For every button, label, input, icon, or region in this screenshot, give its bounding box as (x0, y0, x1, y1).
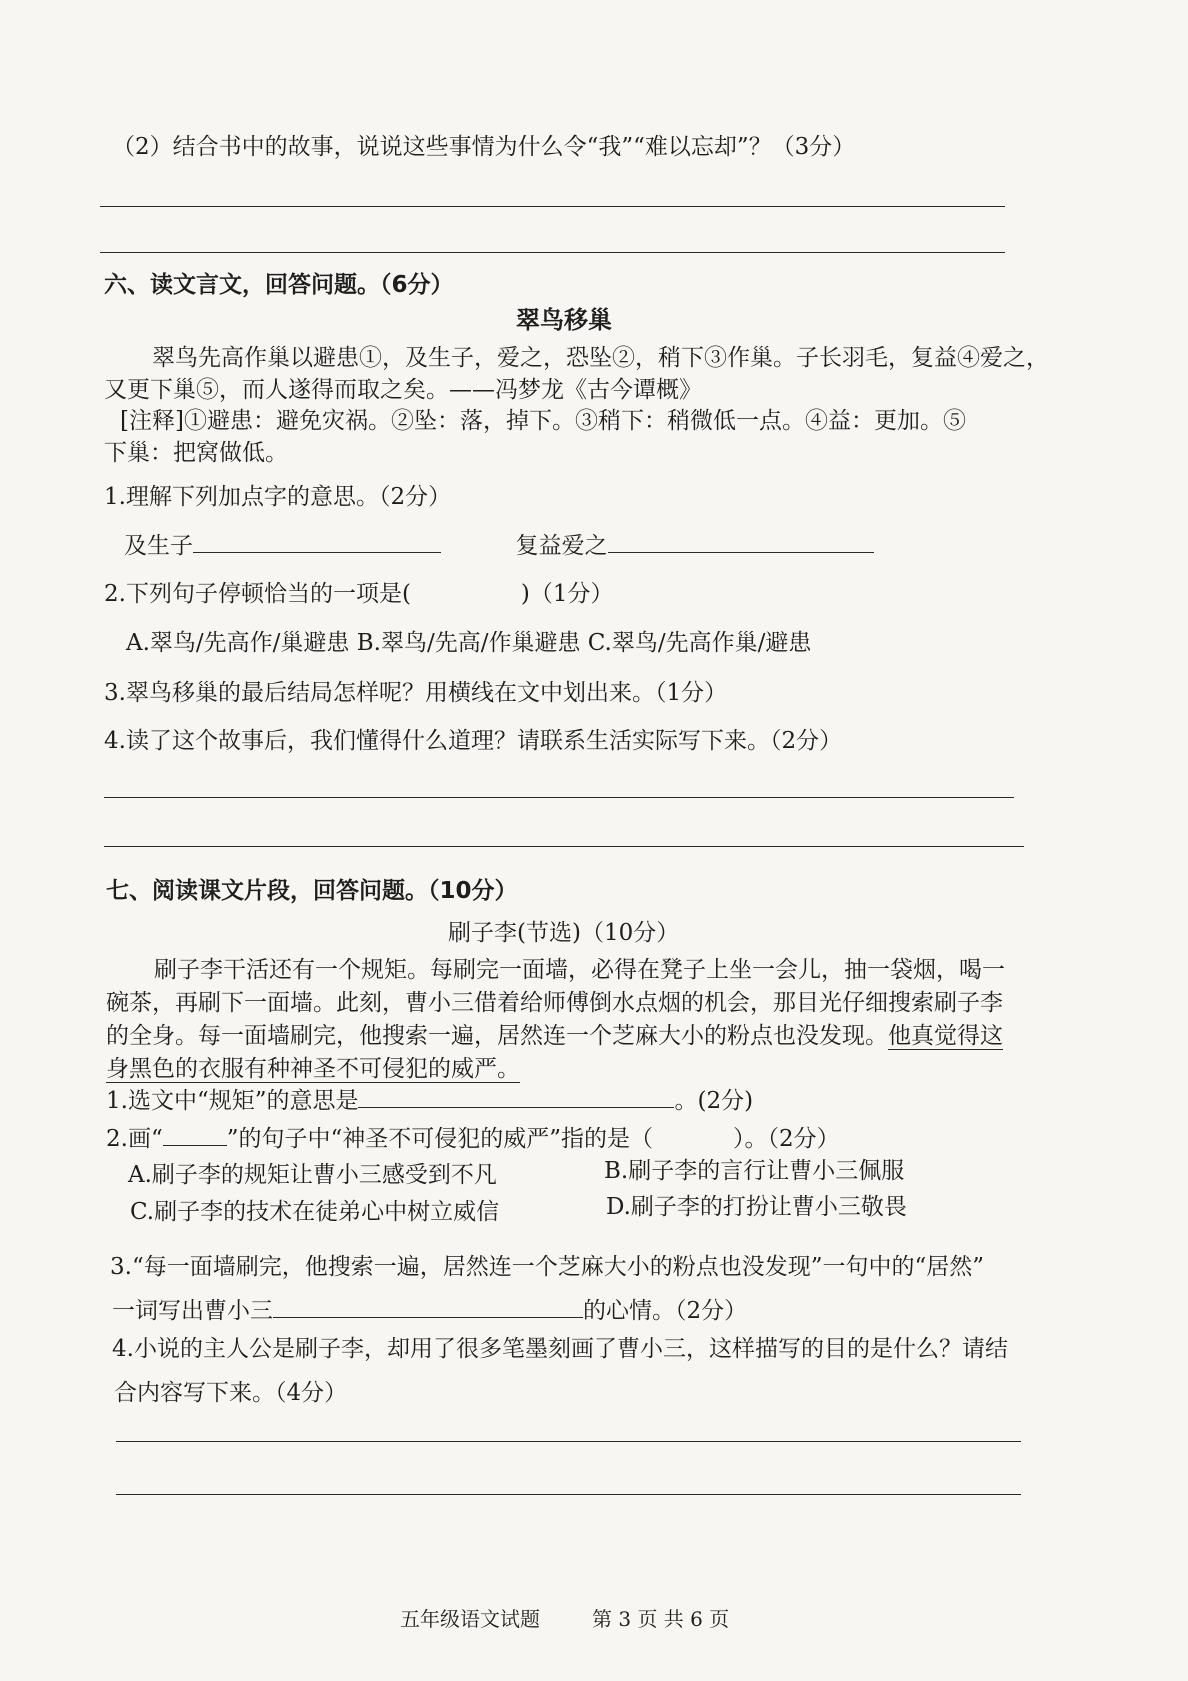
q1b-answer-blank[interactable] (608, 530, 874, 553)
q1a-answer-blank[interactable] (193, 530, 441, 553)
footer-subject: 五年级语文试题 (400, 1607, 540, 1631)
sec7-q3-line1: 3.“每一面墙刷完，他搜索一遍，居然连一个芝麻大小的粉点也没发现”一句中的“居然” (110, 1254, 984, 1280)
section-7-title: 刷子李(节选)（10分） (448, 920, 680, 946)
option-c: C.刷子李的技术在徒弟心中树立威信 (130, 1199, 500, 1225)
passage-line (106, 1054, 520, 1084)
passage-line: 又更下巢⑤，而人遂得而取之矣。——冯梦龙《古今谭概》 (104, 377, 702, 403)
answer-line (100, 206, 1005, 207)
passage-line: 的全身。每一面墙刷完，他搜索一遍，居然连一个芝麻大小的粉点也没发现。他真觉得这 (106, 1023, 1003, 1049)
line-sample-blank (163, 1123, 227, 1146)
underlined-sentence: 他真觉得这 (888, 1023, 1003, 1049)
sec7-q1: 1.选文中“规矩”的意思是 。(2分) (106, 1085, 753, 1116)
sec6-q1: 1.理解下列加点字的意思。（2分） (104, 484, 452, 510)
note-line: 下巢：把窝做低。 (104, 440, 288, 466)
footer-page-number: 第 3 页 共 6 页 (592, 1607, 730, 1631)
q5-sub2: （2）结合书中的故事，说说这些事情为什么令“我”“难以忘却”？（3分） (112, 134, 856, 160)
sec7-q1-blank[interactable] (358, 1085, 674, 1108)
sec7-q3-blank[interactable] (273, 1295, 583, 1318)
sec6-q2-options: A.翠鸟/先高作/巢避患 B.翠鸟/先高/作巢避患 C.翠鸟/先高作巢/避患 (126, 630, 812, 656)
q1a-label: 及生子 (124, 533, 193, 559)
sec7-q4-line1: 4.小说的主人公是刷子李，却用了很多笔墨刻画了曹小三，这样描写的目的是什么？请结 (112, 1336, 1008, 1362)
section-7-heading: 七、阅读课文片段，回答问题。（10分） (106, 878, 518, 904)
underlined-sentence: 身黑色的衣服有种神圣不可侵犯的威严。 (106, 1056, 520, 1082)
sec6-q4: 4.读了这个故事后，我们懂得什么道理？请联系生活实际写下来。（2分） (104, 728, 843, 754)
note-line: [注释]①避患：避免灾祸。②坠：落，掉下。③稍下：稍微低一点。④益：更加。⑤ (120, 408, 966, 434)
sec6-q1-items (124, 530, 874, 561)
option-d: D.刷子李的打扮让曹小三敬畏 (606, 1194, 907, 1220)
answer-line (116, 1494, 1021, 1495)
sec7-q3-line2: 一词写出曹小三 的心情。（2分） (112, 1295, 747, 1326)
section-6-heading: 六、读文言文，回答问题。（6分） (104, 272, 454, 298)
sec7-q4-line2: 合内容写下来。（4分） (114, 1380, 348, 1406)
answer-line (104, 797, 1014, 798)
passage-line: 刷子李干活还有一个规矩。每刷完一面墙，必得在凳子上坐一会儿，抽一袋烟，喝一 (154, 957, 1005, 983)
option-a: A.刷子李的规矩让曹小三感受到不凡 (128, 1162, 497, 1188)
option-b: B.刷子李的言行让曹小三佩服 (604, 1158, 905, 1184)
passage-line: 碗茶，再刷下一面墙。此刻，曹小三借着给师傅倒水点烟的机会，那目光仔细搜索刷子李 (106, 990, 1003, 1016)
sec7-q2: 2.画“ ”的句子中“神圣不可侵犯的威严”指的是（ ）。（2分） (106, 1123, 840, 1154)
passage-line: 翠鸟先高作巢以避患①，及生子，爱之，恐坠②，稍下③作巢。子长羽毛，复益④爱之， (152, 345, 1049, 371)
q1b-label: 复益爱之 (515, 533, 608, 559)
section-6-title: 翠鸟移巢 (516, 306, 612, 334)
answer-line (100, 252, 1005, 253)
answer-line (116, 1441, 1021, 1442)
sec6-q2: 2.下列句子停顿恰当的一项是( )（1分） (104, 581, 614, 607)
sec6-q3: 3.翠鸟移巢的最后结局怎样呢？用横线在文中划出来。（1分） (104, 680, 728, 706)
answer-line (104, 846, 1024, 847)
